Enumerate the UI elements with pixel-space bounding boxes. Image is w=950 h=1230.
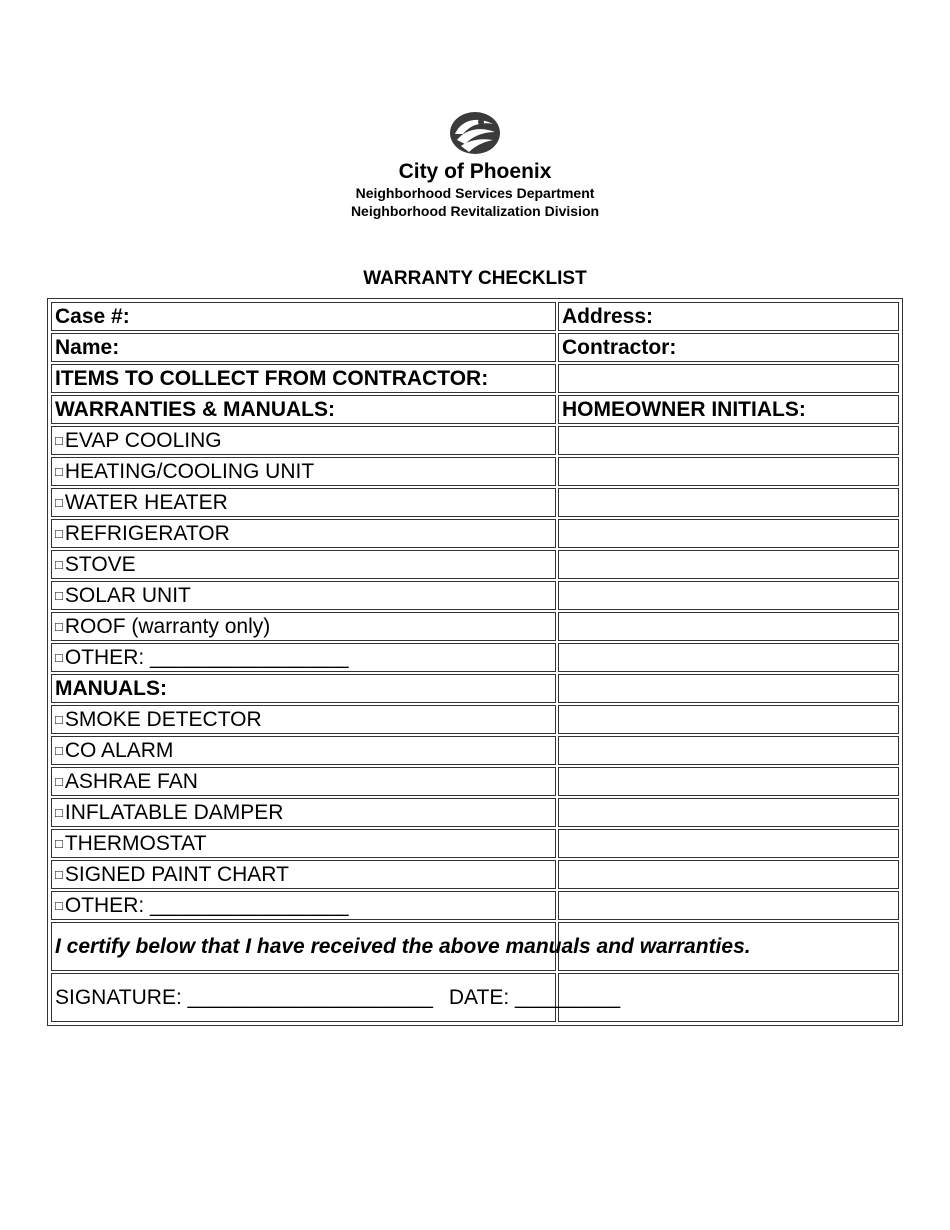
checklist-item-smoke-detector bbox=[51, 705, 899, 734]
checkbox-icon[interactable]: □ bbox=[55, 773, 63, 789]
table-row bbox=[51, 674, 899, 703]
checklist-table bbox=[49, 300, 901, 1024]
initials-field[interactable] bbox=[558, 643, 899, 672]
item-label: SOLAR UNIT bbox=[64, 583, 191, 607]
item-label: WATER HEATER bbox=[64, 490, 228, 514]
checklist-item-warranty-other bbox=[51, 643, 899, 672]
checkbox-icon[interactable]: □ bbox=[55, 618, 63, 634]
item-label: CO ALARM bbox=[64, 738, 174, 762]
checkbox-icon[interactable]: □ bbox=[55, 525, 63, 541]
item-label: HEATING/COOLING UNIT bbox=[64, 459, 315, 483]
checklist-item-heating-cooling-unit bbox=[51, 457, 899, 486]
checklist-item-refrigerator bbox=[51, 519, 899, 548]
checkbox-icon[interactable]: □ bbox=[55, 742, 63, 758]
initials-field[interactable] bbox=[558, 767, 899, 796]
certification-row bbox=[51, 922, 899, 971]
division-name: Neighborhood Revitalization Division bbox=[350, 203, 600, 219]
department-name: Neighborhood Services Department bbox=[355, 185, 595, 201]
initials-field[interactable] bbox=[558, 488, 899, 517]
item-label: SIGNED PAINT CHART bbox=[64, 862, 289, 886]
item-label: OTHER: _________________ bbox=[64, 645, 349, 669]
checklist-item-manual-other bbox=[51, 891, 899, 920]
initials-field[interactable] bbox=[558, 550, 899, 579]
page-title: WARRANTY CHECKLIST bbox=[363, 268, 587, 289]
empty-cell bbox=[558, 674, 899, 703]
item-label: EVAP COOLING bbox=[64, 428, 222, 452]
checkbox-icon[interactable]: □ bbox=[55, 463, 63, 479]
case-number-field[interactable]: Case #: bbox=[51, 302, 556, 331]
signature-line[interactable] bbox=[51, 973, 621, 1022]
table-row bbox=[51, 395, 899, 424]
checklist-item-ashrae-fan bbox=[51, 767, 899, 796]
initials-field[interactable] bbox=[558, 736, 899, 765]
checklist-item-water-heater bbox=[51, 488, 899, 517]
document-header bbox=[0, 110, 950, 220]
checkbox-icon[interactable]: □ bbox=[55, 897, 63, 913]
homeowner-initials-heading: HOMEOWNER INITIALS: bbox=[558, 395, 899, 424]
contractor-field[interactable]: Contractor: bbox=[558, 333, 899, 362]
checklist-item-signed-paint-chart bbox=[51, 860, 899, 889]
checkbox-icon[interactable]: □ bbox=[55, 556, 63, 572]
initials-field[interactable] bbox=[558, 612, 899, 641]
table-row bbox=[51, 302, 899, 331]
initials-field[interactable] bbox=[558, 705, 899, 734]
table-row bbox=[51, 364, 899, 393]
checklist-item-evap-cooling bbox=[51, 426, 899, 455]
signature-label: SIGNATURE: _____________________ bbox=[55, 985, 433, 1009]
address-field[interactable]: Address: bbox=[558, 302, 899, 331]
item-label: OTHER: _________________ bbox=[64, 893, 349, 917]
checkbox-icon[interactable]: □ bbox=[55, 804, 63, 820]
checkbox-icon[interactable]: □ bbox=[55, 866, 63, 882]
checkbox-icon[interactable]: □ bbox=[55, 711, 63, 727]
checkbox-icon[interactable]: □ bbox=[55, 835, 63, 851]
certification-statement: I certify below that I have received the above manuals and warranties. bbox=[51, 922, 556, 971]
city-name: City of Phoenix bbox=[398, 160, 552, 183]
initials-field[interactable] bbox=[558, 891, 899, 920]
name-field[interactable]: Name: bbox=[51, 333, 556, 362]
item-label: THERMOSTAT bbox=[64, 831, 207, 855]
checklist-item-inflatable-damper bbox=[51, 798, 899, 827]
initials-field[interactable] bbox=[558, 426, 899, 455]
checkbox-icon[interactable]: □ bbox=[55, 432, 63, 448]
initials-field[interactable] bbox=[558, 829, 899, 858]
item-label: REFRIGERATOR bbox=[64, 521, 230, 545]
item-label: SMOKE DETECTOR bbox=[64, 707, 262, 731]
checkbox-icon[interactable]: □ bbox=[55, 587, 63, 603]
manuals-heading: MANUALS: bbox=[51, 674, 556, 703]
checklist-item-thermostat bbox=[51, 829, 899, 858]
checklist-form bbox=[47, 298, 903, 1026]
warranties-heading: WARRANTIES & MANUALS: bbox=[51, 395, 556, 424]
checkbox-icon[interactable]: □ bbox=[55, 494, 63, 510]
empty-cell bbox=[558, 364, 899, 393]
checkbox-icon[interactable]: □ bbox=[55, 649, 63, 665]
checklist-item-stove bbox=[51, 550, 899, 579]
checklist-item-roof bbox=[51, 612, 899, 641]
initials-field[interactable] bbox=[558, 519, 899, 548]
initials-field[interactable] bbox=[558, 860, 899, 889]
signature-row bbox=[51, 973, 899, 1022]
phoenix-bird-icon bbox=[447, 110, 503, 156]
checklist-item-solar-unit bbox=[51, 581, 899, 610]
item-label: STOVE bbox=[64, 552, 136, 576]
item-label: INFLATABLE DAMPER bbox=[64, 800, 284, 824]
checklist-item-co-alarm bbox=[51, 736, 899, 765]
table-row bbox=[51, 333, 899, 362]
item-label: ROOF (warranty only) bbox=[64, 614, 271, 638]
initials-field[interactable] bbox=[558, 798, 899, 827]
collect-heading: ITEMS TO COLLECT FROM CONTRACTOR: bbox=[51, 364, 556, 393]
date-label: DATE: _________ bbox=[448, 985, 621, 1009]
initials-field[interactable] bbox=[558, 581, 899, 610]
item-label: ASHRAE FAN bbox=[64, 769, 198, 793]
initials-field[interactable] bbox=[558, 457, 899, 486]
